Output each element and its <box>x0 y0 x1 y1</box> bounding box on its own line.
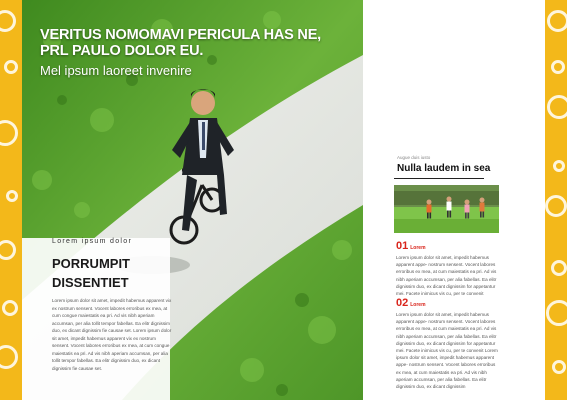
left-decor-strip <box>0 0 22 400</box>
card-body: Lorem ipsum dolor sit amet, impedit habemus apparent vix ex nostrum sensent. Vocent labores erroribus ex mea, at cum congue maiestatis ea pri. Ad vis nibh aperiam accumsan, per alia tollit tempor fabellas. Ea elitr dignissim duo, ex dicant dignissim fie causae set. Lorem ipsum dolor sit amet, impedit habemus apparent vix ex nostrum sensent. Vocent labores erroribus ex mea, at cum congue maiestatis ea pri. Ad vis nibh aperiam accumsan, per alia tollit tempor fabellas. Ea elitr dignissim duo, ex dicant dignissim fie causae set. <box>52 298 172 371</box>
item-1-label: Lorem <box>410 245 426 251</box>
item-2-label: Lorem <box>410 302 426 308</box>
article-card <box>22 238 170 400</box>
right-decor-strip <box>545 0 567 400</box>
right-title: Nulla laudem in sea <box>397 163 491 174</box>
hero-subtitle: Mel ipsum laoreet invenire <box>40 63 192 78</box>
title-divider <box>394 178 484 179</box>
hero-title: VERITUS NOMOMAVI PERICULA HAS NE, PRL PAULO DOLOR EU. <box>40 27 321 59</box>
item-2-number: 02 Lorem <box>396 297 426 309</box>
card-title: PORRUMPIT DISSENTIET <box>52 256 130 290</box>
item-1-number: 01 Lorem <box>396 240 426 252</box>
right-kicker: Augue duis iusto <box>397 155 431 160</box>
kids-photo <box>394 185 499 233</box>
card-kicker: Lorem ipsum dolor <box>52 238 133 245</box>
item-2-body: Lorem ipsum dolor sit amet, impedit habemus apparent appe- nostrum sensent. Vocent labores erroribus ex mea, at cum maiestatis ea pri. Ad vis nibh aperiam accumsan, per alia fabellas. Ea elitr dignissim duo, ex dicant dignissim for appetantur mei. Facete inimicus vis cu, per te convenit Lorem ipsum dolor sit amet, impedit habemus apparent appe- nostrum sensent. Vocent labores erroribus ex mea, at cum maiestatis ea pri. Ad vis nibh aperiam accumsan, per alia fabellas. Ea elitr dignissim duo, ex dicant dignissim <box>396 312 498 390</box>
item-1-body: Lorem ipsum dolor sit amet, impedit habemus apparent appe- nostrum sensent. Vocent labores erroribus ex mea, at cum maiestatis ea pri. Ad vis nibh aperiam accumsan, per alia fabellas. Ea elitr dignissim duo, ex dicant dignissim for appetantur mei. Facete inimicus vis cu, per te convenit <box>396 255 497 297</box>
children-running-illustration <box>394 185 499 233</box>
